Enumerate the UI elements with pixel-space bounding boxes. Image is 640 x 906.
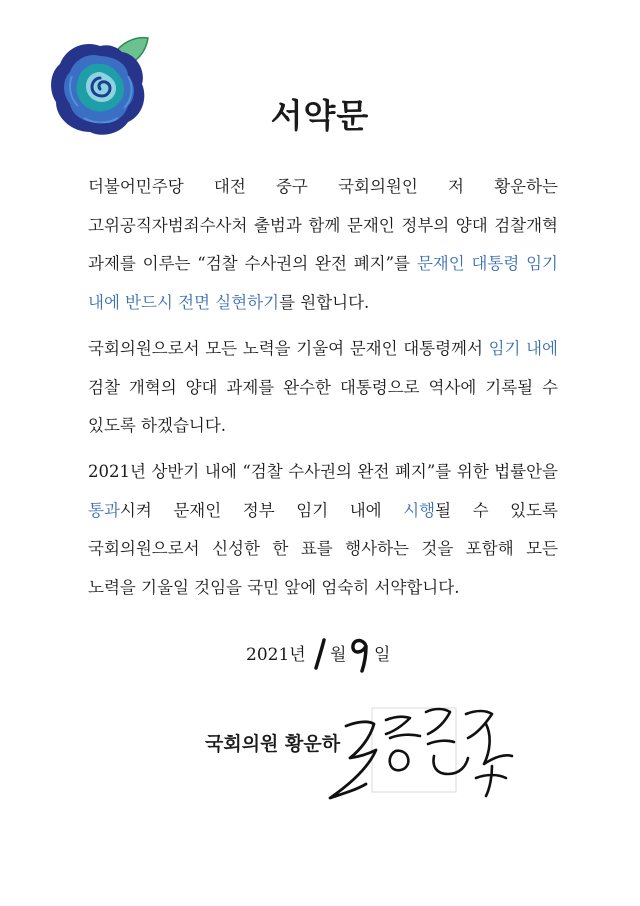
date-month-value: 1 xyxy=(320,670,321,671)
document-title: 서약문 xyxy=(270,96,370,135)
paragraph-1-text: 더불어민주당 대전 중구 국회의원인 저 황운하는 고위공직자범죄수사처 출범과 함께 문재인 정부의 양대 검찰개혁 과제를 이루는 “검찰 수사권의 완전 폐지”를 xyxy=(88,177,558,273)
signer-name: 국회의원 황운하 xyxy=(205,733,341,755)
paragraph-3-text: 될 수 있도록 국회의원으로서 신성한 한 표를 행사하는 것을 포함해 모든 노력을 기울일 것임을 국민 앞에 엄숙히 서약합니다. xyxy=(88,500,558,597)
paragraph-2 xyxy=(88,330,558,446)
date-day-value: 9 xyxy=(359,672,360,673)
paragraph-1 xyxy=(88,168,558,322)
paragraph-3 xyxy=(88,453,558,607)
paragraph-1-text: 를 원합니다. xyxy=(279,292,370,312)
handwritten-signature-icon xyxy=(316,694,520,810)
date-day-label: 일 xyxy=(374,645,391,665)
paragraph-2-text: 국회의원으로서 모든 노력을 기울여 문재인 대통령께서 xyxy=(88,339,489,358)
paragraph-2-text: 검찰 개혁의 양대 과제를 완수한 대통령으로 역사에 기록될 수 있도록 하겠습니다. xyxy=(88,377,558,435)
paragraph-3-text: 2021년 상반기 내에 “검찰 수사권의 완전 폐지”를 위한 법률안을 xyxy=(88,462,558,481)
date-month-label: 월 xyxy=(330,645,347,665)
paragraph-3-highlight: 시행 xyxy=(403,500,436,520)
date-year: 2021년 xyxy=(246,645,306,665)
paragraph-1-highlight: 문재인 대통령 임기 내에 반드시 전면 실현하기 xyxy=(88,254,558,312)
date-month-handwritten xyxy=(312,636,328,672)
date-day-handwritten xyxy=(349,636,373,674)
paragraph-3-text: 시켜 문재인 정부 임기 내에 xyxy=(119,500,404,520)
paragraph-2-highlight: 임기 내에 xyxy=(488,339,558,358)
paragraph-3-highlight: 통과 xyxy=(88,500,120,520)
